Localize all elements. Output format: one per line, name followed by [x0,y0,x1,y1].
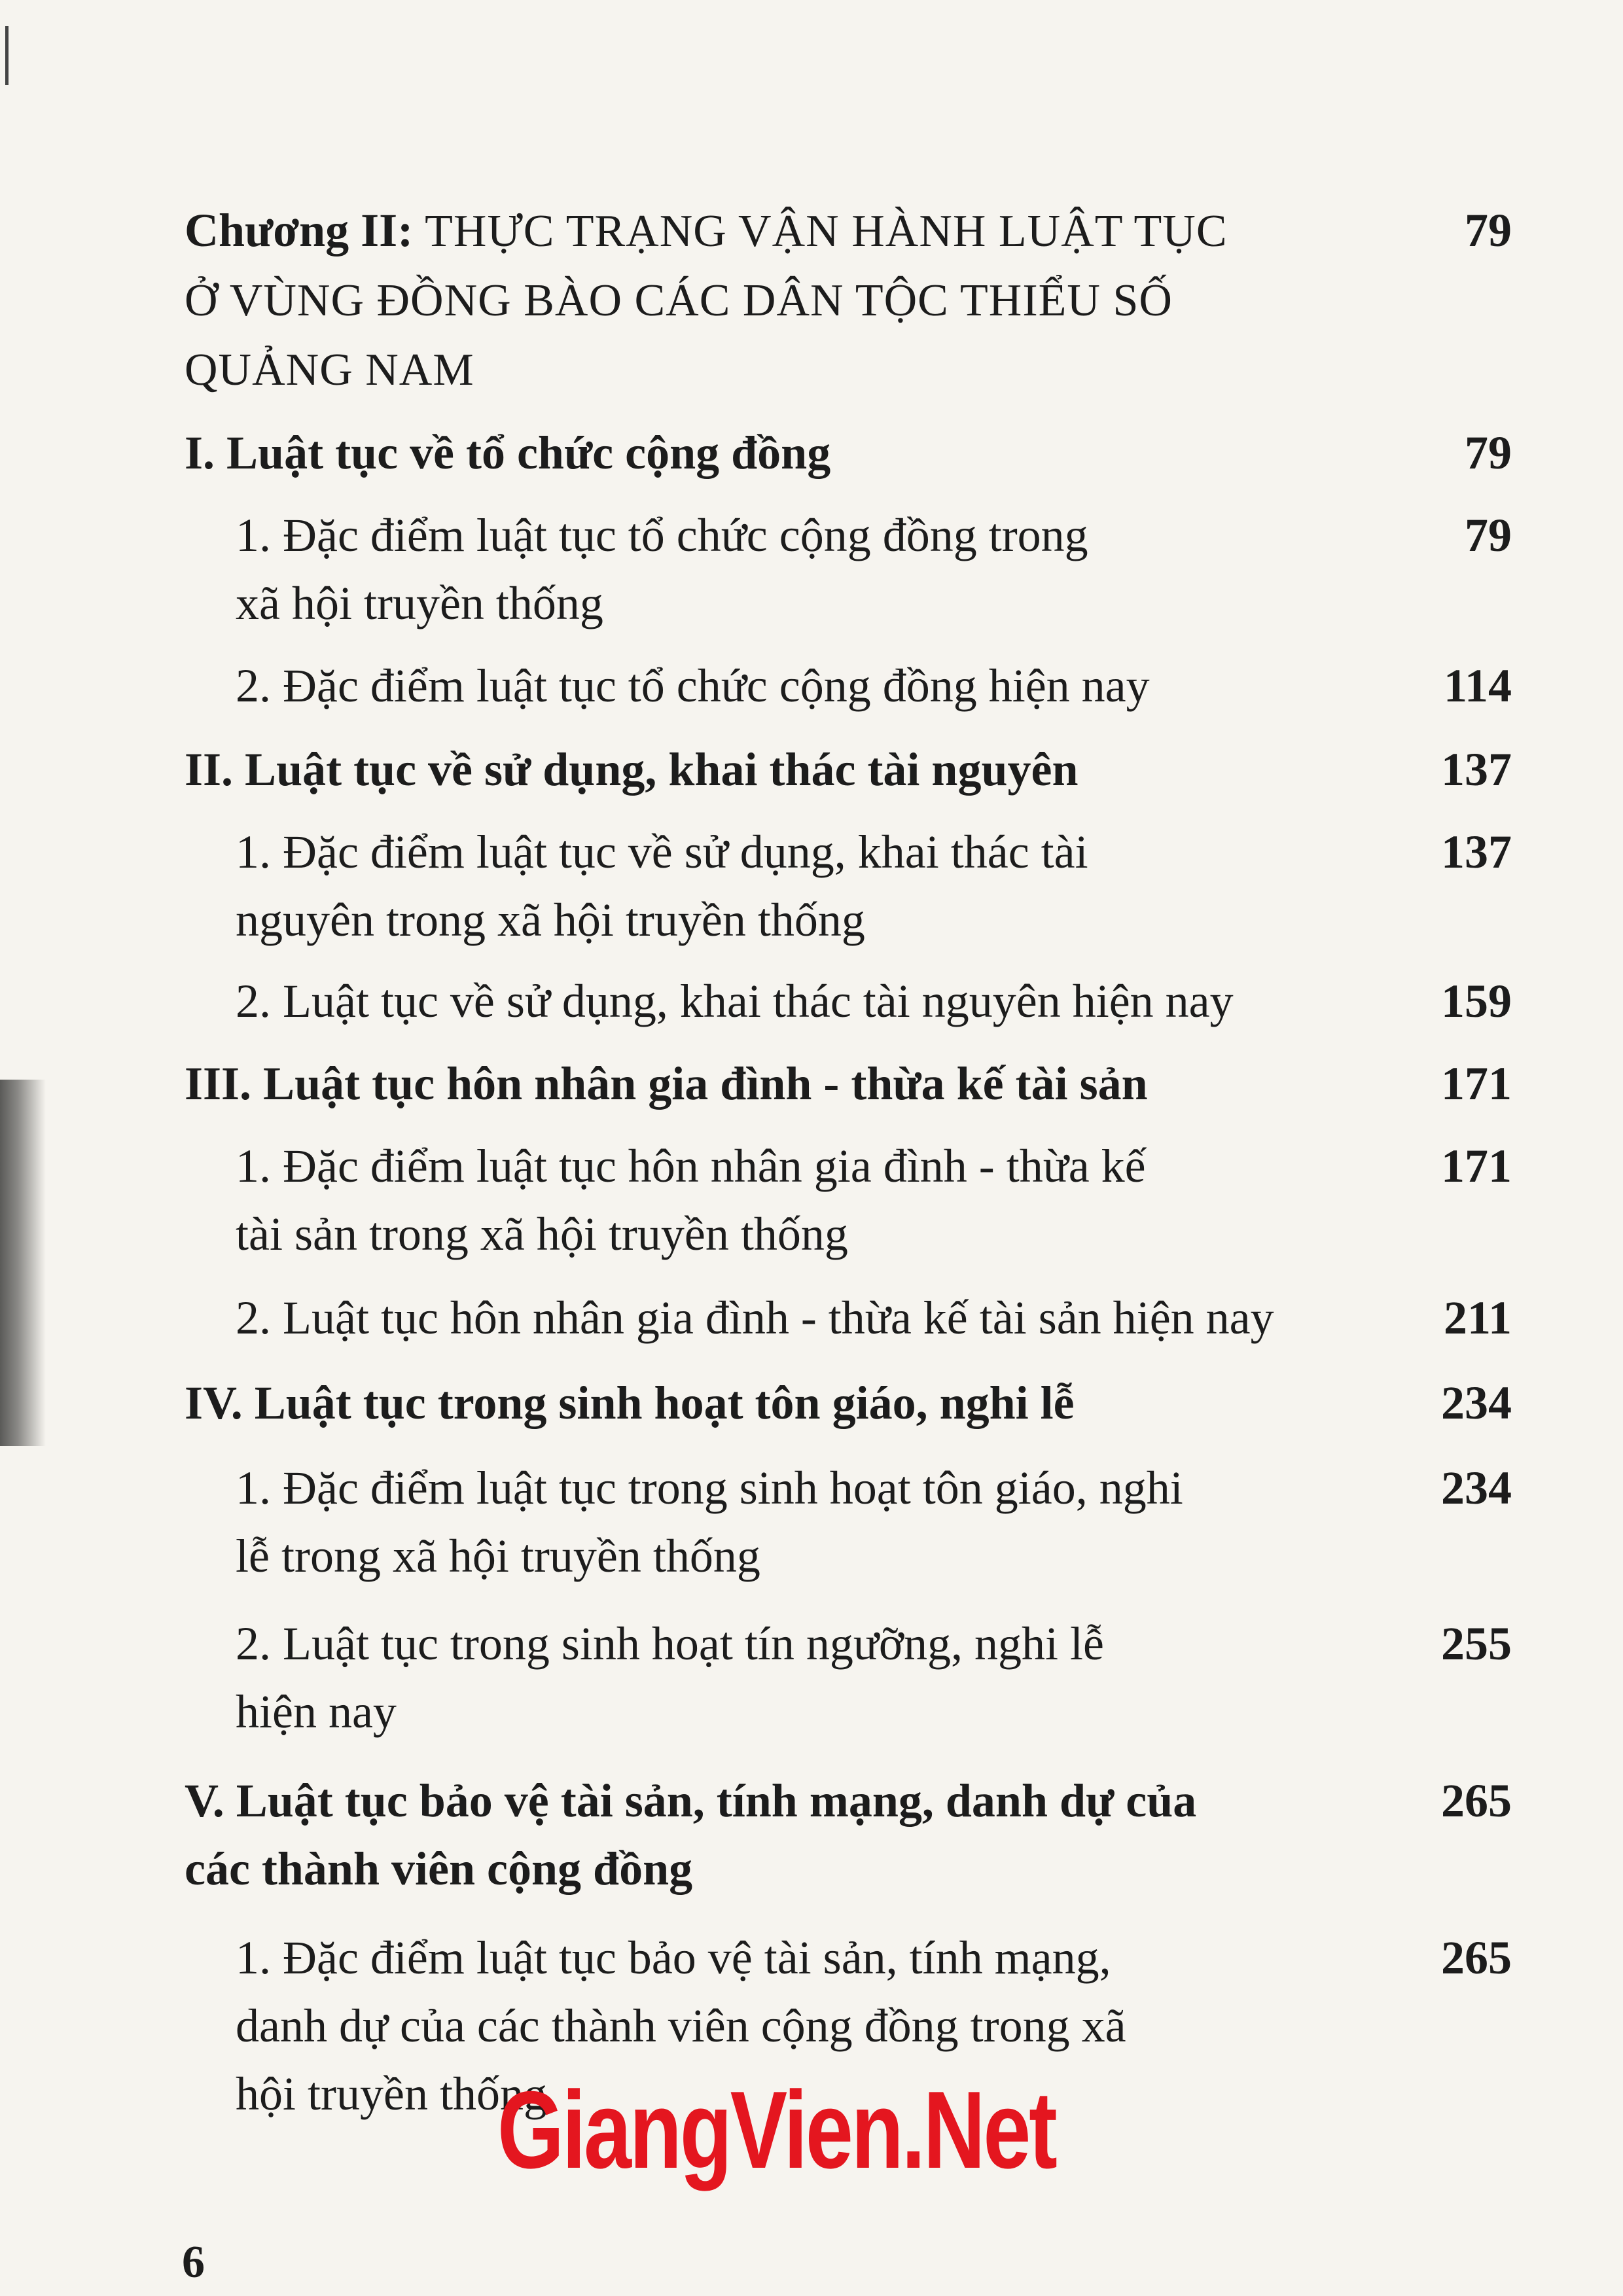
toc-page-number: 171 [1441,1140,1512,1192]
toc-section-title: I. Luật tục về tổ chức cộng đồng [185,427,831,479]
toc-page-number: 234 [1441,1462,1512,1514]
toc-subsection-title: 1. Đặc điểm luật tục về sử dụng, khai thác tài nguyên trong xã hội truyền thống [236,826,1088,946]
toc-section-title: II. Luật tục về sử dụng, khai thác tài nguyên [185,743,1079,796]
chapter-label: Chương II: [185,204,414,256]
toc-page-number: 114 [1443,660,1512,712]
toc-subsection-title: 2. Luật tục về sử dụng, khai thác tài nguyên hiện nay [236,975,1234,1027]
toc-page-number: 211 [1443,1292,1512,1344]
toc-page-number: 265 [1441,1775,1512,1827]
footer-page-number: 6 [182,2237,205,2287]
toc-page-number: 79 [1465,509,1512,561]
toc-subsection-title: 1. Đặc điểm luật tục bảo vệ tài sản, tính mạng, danh dự của các thành viên cộng đồng trong xã hội truyền thống [236,1932,1126,2120]
toc-section-title: IV. Luật tục trong sinh hoạt tôn giáo, nghi lễ [185,1377,1075,1429]
toc-page-number: 79 [1465,427,1512,479]
toc-page-number: 255 [1441,1617,1512,1670]
toc-page-number: 159 [1441,975,1512,1027]
toc-page-number: 171 [1441,1057,1512,1110]
chapter-heading: THỰC TRẠNG VẬN HÀNH LUẬT TỤC Ở VÙNG ĐỒNG BÀO CÁC DÂN TỘC THIỂU SỐ QUẢNG NAM [185,206,1228,395]
toc-page-number: 79 [1465,204,1512,256]
toc-subsection-title: 1. Đặc điểm luật tục hôn nhân gia đình - thừa kế tài sản trong xã hội truyền thống [236,1140,1146,1260]
watermark-logo: GiangVien.Net [497,2068,1056,2191]
toc-page-number: 137 [1441,826,1512,878]
toc-section-title: V. Luật tục bảo vệ tài sản, tính mạng, danh dự của các thành viên cộng đồng [185,1775,1197,1895]
toc-page-number: 137 [1441,743,1512,796]
toc-page-number: 265 [1441,1932,1512,1984]
toc-subsection-title: 2. Luật tục trong sinh hoạt tín ngưỡng, nghi lễ hiện nay [236,1617,1104,1738]
toc-page-number: 234 [1441,1377,1512,1429]
toc-subsection-title: 1. Đặc điểm luật tục trong sinh hoạt tôn giáo, nghi lễ trong xã hội truyền thống [236,1462,1183,1582]
toc-subsection-title: 1. Đặc điểm luật tục tổ chức cộng đồng trong xã hội truyền thống [236,509,1088,629]
toc-section-title: III. Luật tục hôn nhân gia đình - thừa kế tài sản [185,1057,1148,1110]
toc-subsection-title: 2. Đặc điểm luật tục tổ chức cộng đồng hiện nay [236,660,1150,712]
toc-chapter-title [185,196,1395,404]
toc-subsection-title: 2. Luật tục hôn nhân gia đình - thừa kế tài sản hiện nay [236,1292,1274,1344]
